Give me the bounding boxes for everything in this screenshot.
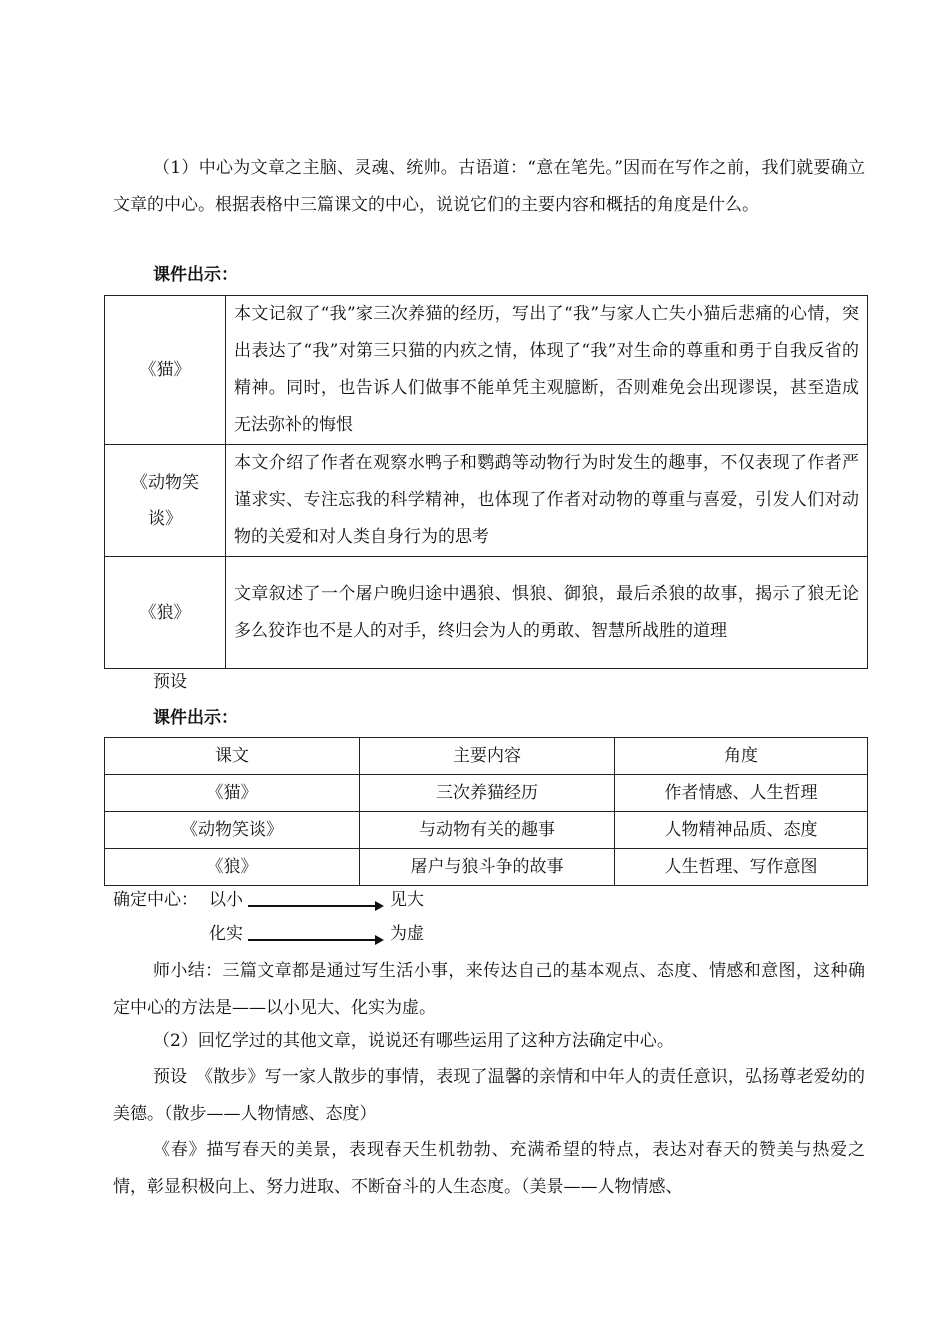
table-row bbox=[105, 775, 868, 812]
table-cell: 三次养猫经历 bbox=[360, 775, 615, 812]
table-cell: 《动物笑谈》 bbox=[105, 812, 360, 849]
table-row bbox=[105, 812, 868, 849]
table-cell: 屠户与狼斗争的故事 bbox=[360, 849, 615, 886]
table-cell-title: 《猫》 bbox=[105, 296, 226, 445]
table-cell-desc: 本文介绍了作者在观察水鸭子和鹦鹉等动物行为时发生的趣事，不仅表现了作者严谨求实、专注忘我的科学精神，也体现了作者对动物的尊重与喜爱，引发人们对动物的关爱和对人类自身行为的思考 bbox=[226, 445, 868, 557]
center-line2-left: 化实 bbox=[209, 924, 243, 944]
center-line1-left: 以小 bbox=[209, 890, 243, 910]
teacher-summary: 师小结：三篇文章都是通过写生活小事，来传达自己的基本观点、态度、情感和意图，这种确定中心的方法是——以小见大、化实为虚。 bbox=[113, 961, 865, 1018]
table-cell-desc: 本文记叙了“我”家三次养猫的经历，写出了“我”与家人亡失小猫后悲痛的心情，突出表达了“我”对第三只猫的内疚之情，体现了“我”对生命的尊重和勇于自我反省的精神。同时，也告诉人们做事不能单凭主观臆断，否则难免会出现谬误，甚至造成无法弥补的悔恨 bbox=[226, 296, 868, 445]
paragraph-1: （1）中心为文章之主脑、灵魂、统帅。古语道：“意在笔先。”因而在写作之前，我们就要确立文章的中心。根据表格中三篇课文的中心，说说它们的主要内容和概括的角度是什么。 bbox=[113, 158, 865, 215]
preset-sanbu: 预设 《散步》写一家人散步的事情，表现了温馨的亲情和中年人的责任意识，弘扬尊老爱幼的美德。（散步——人物情感、态度） bbox=[113, 1067, 865, 1124]
table-header-cell: 课文 bbox=[105, 738, 360, 775]
table-row bbox=[105, 445, 868, 557]
table-row bbox=[105, 557, 868, 669]
table-row bbox=[105, 849, 868, 886]
center-line1-right: 见大 bbox=[390, 890, 424, 910]
table-cell: 人生哲理、写作意图 bbox=[615, 849, 868, 886]
table-cell: 与动物有关的趣事 bbox=[360, 812, 615, 849]
courseware-label-1: 课件出示： bbox=[153, 265, 238, 285]
table-cell: 《狼》 bbox=[105, 849, 360, 886]
table-header-cell: 主要内容 bbox=[360, 738, 615, 775]
preset-label: 预设 bbox=[153, 672, 187, 692]
courseware-label-2: 课件出示： bbox=[153, 708, 238, 728]
center-line2-right: 为虚 bbox=[390, 924, 424, 944]
arrow-icon bbox=[248, 905, 382, 907]
table-row bbox=[105, 296, 868, 445]
center-label: 确定中心： bbox=[113, 890, 198, 910]
table-cell-title: 《动物笑谈》 bbox=[105, 445, 226, 557]
arrow-icon bbox=[248, 939, 382, 941]
table-cell-title: 《狼》 bbox=[105, 557, 226, 669]
center-table bbox=[104, 295, 868, 669]
table-header-row bbox=[105, 738, 868, 775]
table-cell: 《猫》 bbox=[105, 775, 360, 812]
table-header-cell: 角度 bbox=[615, 738, 868, 775]
summary-table bbox=[104, 737, 868, 886]
paragraph-2: （2）回忆学过的其他文章，说说还有哪些运用了这种方法确定中心。 bbox=[153, 1031, 674, 1051]
table-cell: 人物精神品质、态度 bbox=[615, 812, 868, 849]
paragraph-spring: 《春》描写春天的美景，表现春天生机勃勃、充满希望的特点，表达对春天的赞美与热爱之情，彰显积极向上、努力进取、不断奋斗的人生态度。（美景——人物情感、 bbox=[113, 1140, 865, 1197]
table-cell: 作者情感、人生哲理 bbox=[615, 775, 868, 812]
table-cell-desc: 文章叙述了一个屠户晚归途中遇狼、惧狼、御狼，最后杀狼的故事，揭示了狼无论多么狡诈也不是人的对手，终归会为人的勇敢、智慧所战胜的道理 bbox=[226, 557, 868, 669]
